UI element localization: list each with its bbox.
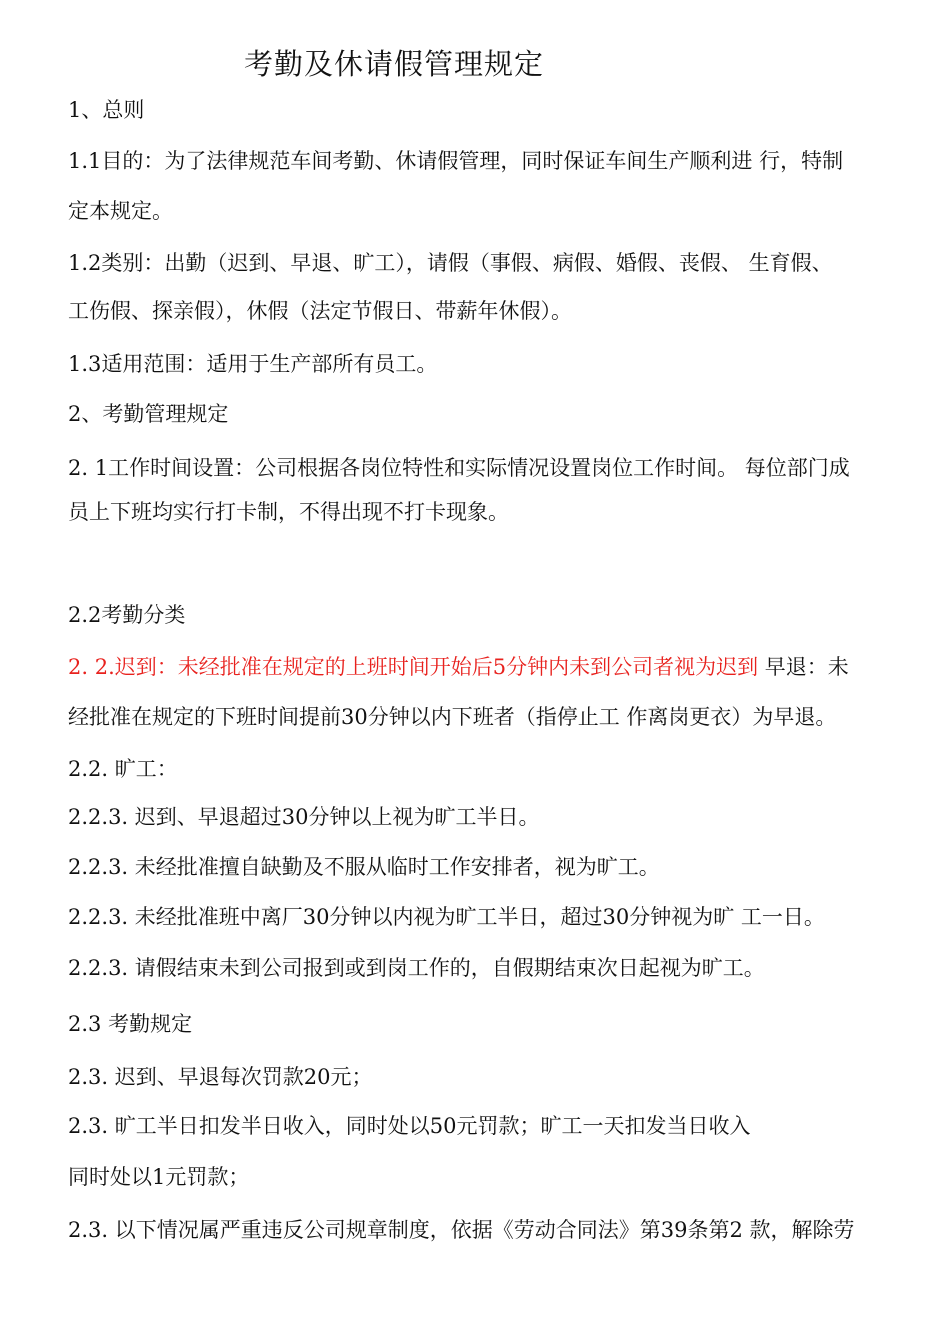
highlighted-paragraph-line [68, 652, 849, 682]
paragraph-line: 1.1目的：为了法律规范车间考勤、休请假管理，同时保证车间生产顺利进 行，特制 [68, 149, 844, 173]
paragraph-line: 2.2. 旷工： [68, 757, 178, 781]
paragraph-line: 1.2类别：出勤（迟到、早退、旷工），请假（事假、病假、婚假、丧假、 生育假、 [68, 251, 833, 275]
paragraph-line: 经批准在规定的下班时间提前30分钟以内下班者（指停止工 作离岗更衣）为早退。 [68, 705, 837, 729]
paragraph-line: 2.3. 旷工半日扣发半日收入，同时处以50元罚款；旷工一天扣发当日收入 [68, 1114, 751, 1138]
paragraph-line: 2.2.3. 迟到、早退超过30分钟以上视为旷工半日。 [68, 805, 540, 829]
red-highlight-text: 2. 2.迟到：未经批准在规定的上班时间开始后5分钟内未到公司者视为迟到 [68, 655, 759, 679]
subsection-heading: 2.3 考勤规定 [68, 1012, 193, 1036]
paragraph-line: 2.2.3. 未经批准班中离厂30分钟以内视为旷工半日，超过30分钟视为旷 工一日。 [68, 905, 825, 929]
paragraph-text: 早退：未 [758, 655, 849, 679]
paragraph-line: 同时处以1元罚款； [68, 1165, 250, 1189]
paragraph-line: 2.3. 迟到、早退每次罚款20元； [68, 1065, 373, 1089]
paragraph-line: 1.3适用范围：适用于生产部所有员工。 [68, 352, 438, 376]
paragraph-line: 工伤假、探亲假），休假（法定节假日、带薪年休假）。 [68, 299, 572, 323]
section-heading: 1、总则 [68, 98, 145, 122]
paragraph-line: 2.3. 以下情况属严重违反公司规章制度，依据《劳动合同法》第39条第2 款，解除劳 [68, 1218, 855, 1242]
paragraph-line: 2.2.3. 请假结束未到公司报到或到岗工作的，自假期结束次日起视为旷工。 [68, 956, 765, 980]
paragraph-line: 定本规定。 [68, 199, 173, 223]
section-heading: 2、考勤管理规定 [68, 402, 229, 426]
paragraph-line: 2.2.3. 未经批准擅自缺勤及不服从临时工作安排者，视为旷工。 [68, 855, 660, 879]
subsection-heading: 2.2考勤分类 [68, 603, 186, 627]
paragraph-line: 2. 1工作时间设置：公司根据各岗位特性和实际情况设置岗位工作时间。 每位部门成 [68, 456, 850, 480]
paragraph-line: 员上下班均实行打卡制，不得出现不打卡现象。 [68, 500, 509, 524]
document-title: 考勤及休请假管理规定 [244, 47, 545, 81]
